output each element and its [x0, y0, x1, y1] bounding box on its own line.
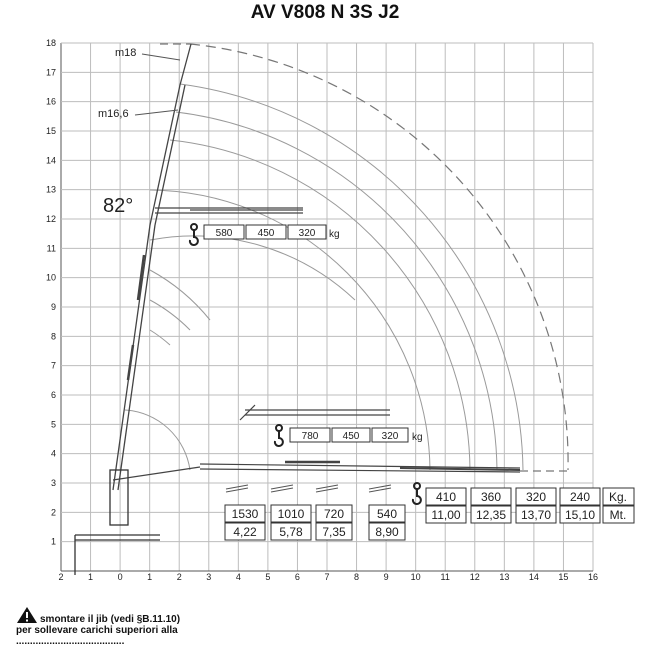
- jib-lower-unit: kg: [412, 432, 423, 443]
- x-tick-label: 13: [499, 572, 510, 582]
- x-tick-label: 12: [469, 572, 480, 582]
- max-reach-dashed-envelope: [190, 44, 568, 470]
- y-tick-label: 12: [45, 214, 56, 224]
- load-table-reach: 15,10: [564, 508, 596, 522]
- crane-boom-horizontal: [113, 462, 520, 480]
- y-tick-label: 2: [50, 507, 56, 518]
- angle-label: 82°: [103, 195, 134, 217]
- jib-upper: [155, 208, 303, 213]
- warning-line-2: per sollevare carichi superiori alla: [16, 625, 178, 636]
- hook-icon: [413, 483, 421, 504]
- crane-base: [75, 470, 160, 575]
- jib-lower: [240, 405, 390, 420]
- x-tick-label: 1: [88, 572, 94, 582]
- load-table-load: 360: [480, 490, 502, 504]
- y-tick-label: 1: [50, 536, 56, 547]
- grid: [61, 43, 596, 571]
- y-tick-label: 8: [50, 331, 56, 342]
- load-table: [225, 488, 600, 540]
- load-table-kg-label: Kg.: [608, 490, 628, 504]
- load-table-reach: 12,35: [475, 508, 507, 522]
- warning-icon: [16, 606, 38, 624]
- y-tick-label: 15: [45, 126, 56, 136]
- y-tick-label: 11: [46, 243, 56, 254]
- y-tick-label: 16: [45, 96, 56, 107]
- x-tick-label: 7: [324, 572, 330, 582]
- x-tick-label: 9: [383, 572, 389, 582]
- x-tick-label: 2: [58, 572, 64, 582]
- x-tick-label: 5: [265, 572, 271, 582]
- y-tick-label: 5: [50, 419, 56, 430]
- x-tick-label: 6: [294, 572, 300, 582]
- hook-icon: [275, 425, 283, 446]
- load-table-reach: 5,78: [279, 525, 303, 539]
- x-tick-label: 11: [440, 572, 450, 582]
- height-label-m18: m18: [115, 47, 137, 59]
- x-tick-label: 1: [147, 572, 153, 582]
- jib-upper-load-1: 580: [215, 228, 233, 239]
- height-label-m18-leader: [142, 54, 180, 60]
- load-table-load: 720: [323, 507, 345, 521]
- load-table-reach: 13,70: [520, 508, 552, 522]
- height-label-m16-6-leader: [135, 110, 178, 115]
- load-table-mt-label: Mt.: [609, 508, 627, 522]
- y-tick-label: 6: [50, 390, 56, 400]
- warning-line-3: .......................................: [16, 636, 125, 647]
- chart-title: AV V808 N 3S J2: [250, 2, 400, 23]
- x-tick-label: 2: [176, 572, 182, 582]
- y-axis-ticks: [46, 38, 56, 547]
- load-table-reach: 7,35: [322, 525, 346, 539]
- x-tick-label: 14: [528, 572, 539, 582]
- x-tick-label: 4: [235, 572, 241, 582]
- x-tick-label: 8: [354, 572, 360, 582]
- load-table-load: 1530: [231, 507, 259, 521]
- load-table-reach: 4,22: [233, 525, 257, 539]
- y-tick-label: 13: [45, 184, 56, 195]
- y-tick-label: 3: [50, 478, 56, 488]
- x-tick-label: 15: [558, 572, 569, 582]
- hook-icon: [190, 224, 198, 245]
- y-tick-label: 9: [50, 302, 56, 312]
- height-label-m16-6: m16,6: [98, 108, 129, 120]
- y-tick-label: 10: [45, 272, 56, 283]
- jib-lower-load-1: 780: [301, 431, 319, 442]
- load-table-load: 320: [525, 490, 547, 504]
- warning-line-1: smontare il jib (vedi §B.11.10): [40, 614, 181, 625]
- jib-lower-load-3: 320: [381, 431, 399, 442]
- reach-envelope: [125, 84, 523, 470]
- load-table-reach: 11,00: [431, 508, 461, 522]
- y-tick-label: 14: [45, 155, 56, 166]
- x-tick-label: 10: [410, 572, 421, 582]
- y-tick-label: 4: [50, 448, 56, 459]
- x-axis-ticks: [58, 572, 598, 582]
- jib-upper-load-2: 450: [257, 228, 275, 239]
- x-tick-label: 16: [587, 572, 599, 582]
- y-tick-label: 17: [45, 67, 56, 78]
- x-tick-label: 0: [117, 572, 123, 582]
- x-tick-label: 3: [206, 572, 212, 582]
- load-table-load: 1010: [277, 507, 305, 521]
- y-tick-label: 18: [45, 38, 56, 48]
- load-table-load: 240: [569, 490, 591, 504]
- load-table-load: 540: [376, 507, 398, 521]
- load-table-load: 410: [435, 490, 457, 504]
- jib-lower-load-2: 450: [342, 431, 360, 442]
- jib-upper-unit: kg: [329, 229, 340, 240]
- load-table-reach: 8,90: [375, 525, 399, 539]
- jib-upper-load-3: 320: [298, 228, 316, 239]
- boom-config-icons: [226, 485, 391, 492]
- y-tick-label: 7: [50, 360, 56, 371]
